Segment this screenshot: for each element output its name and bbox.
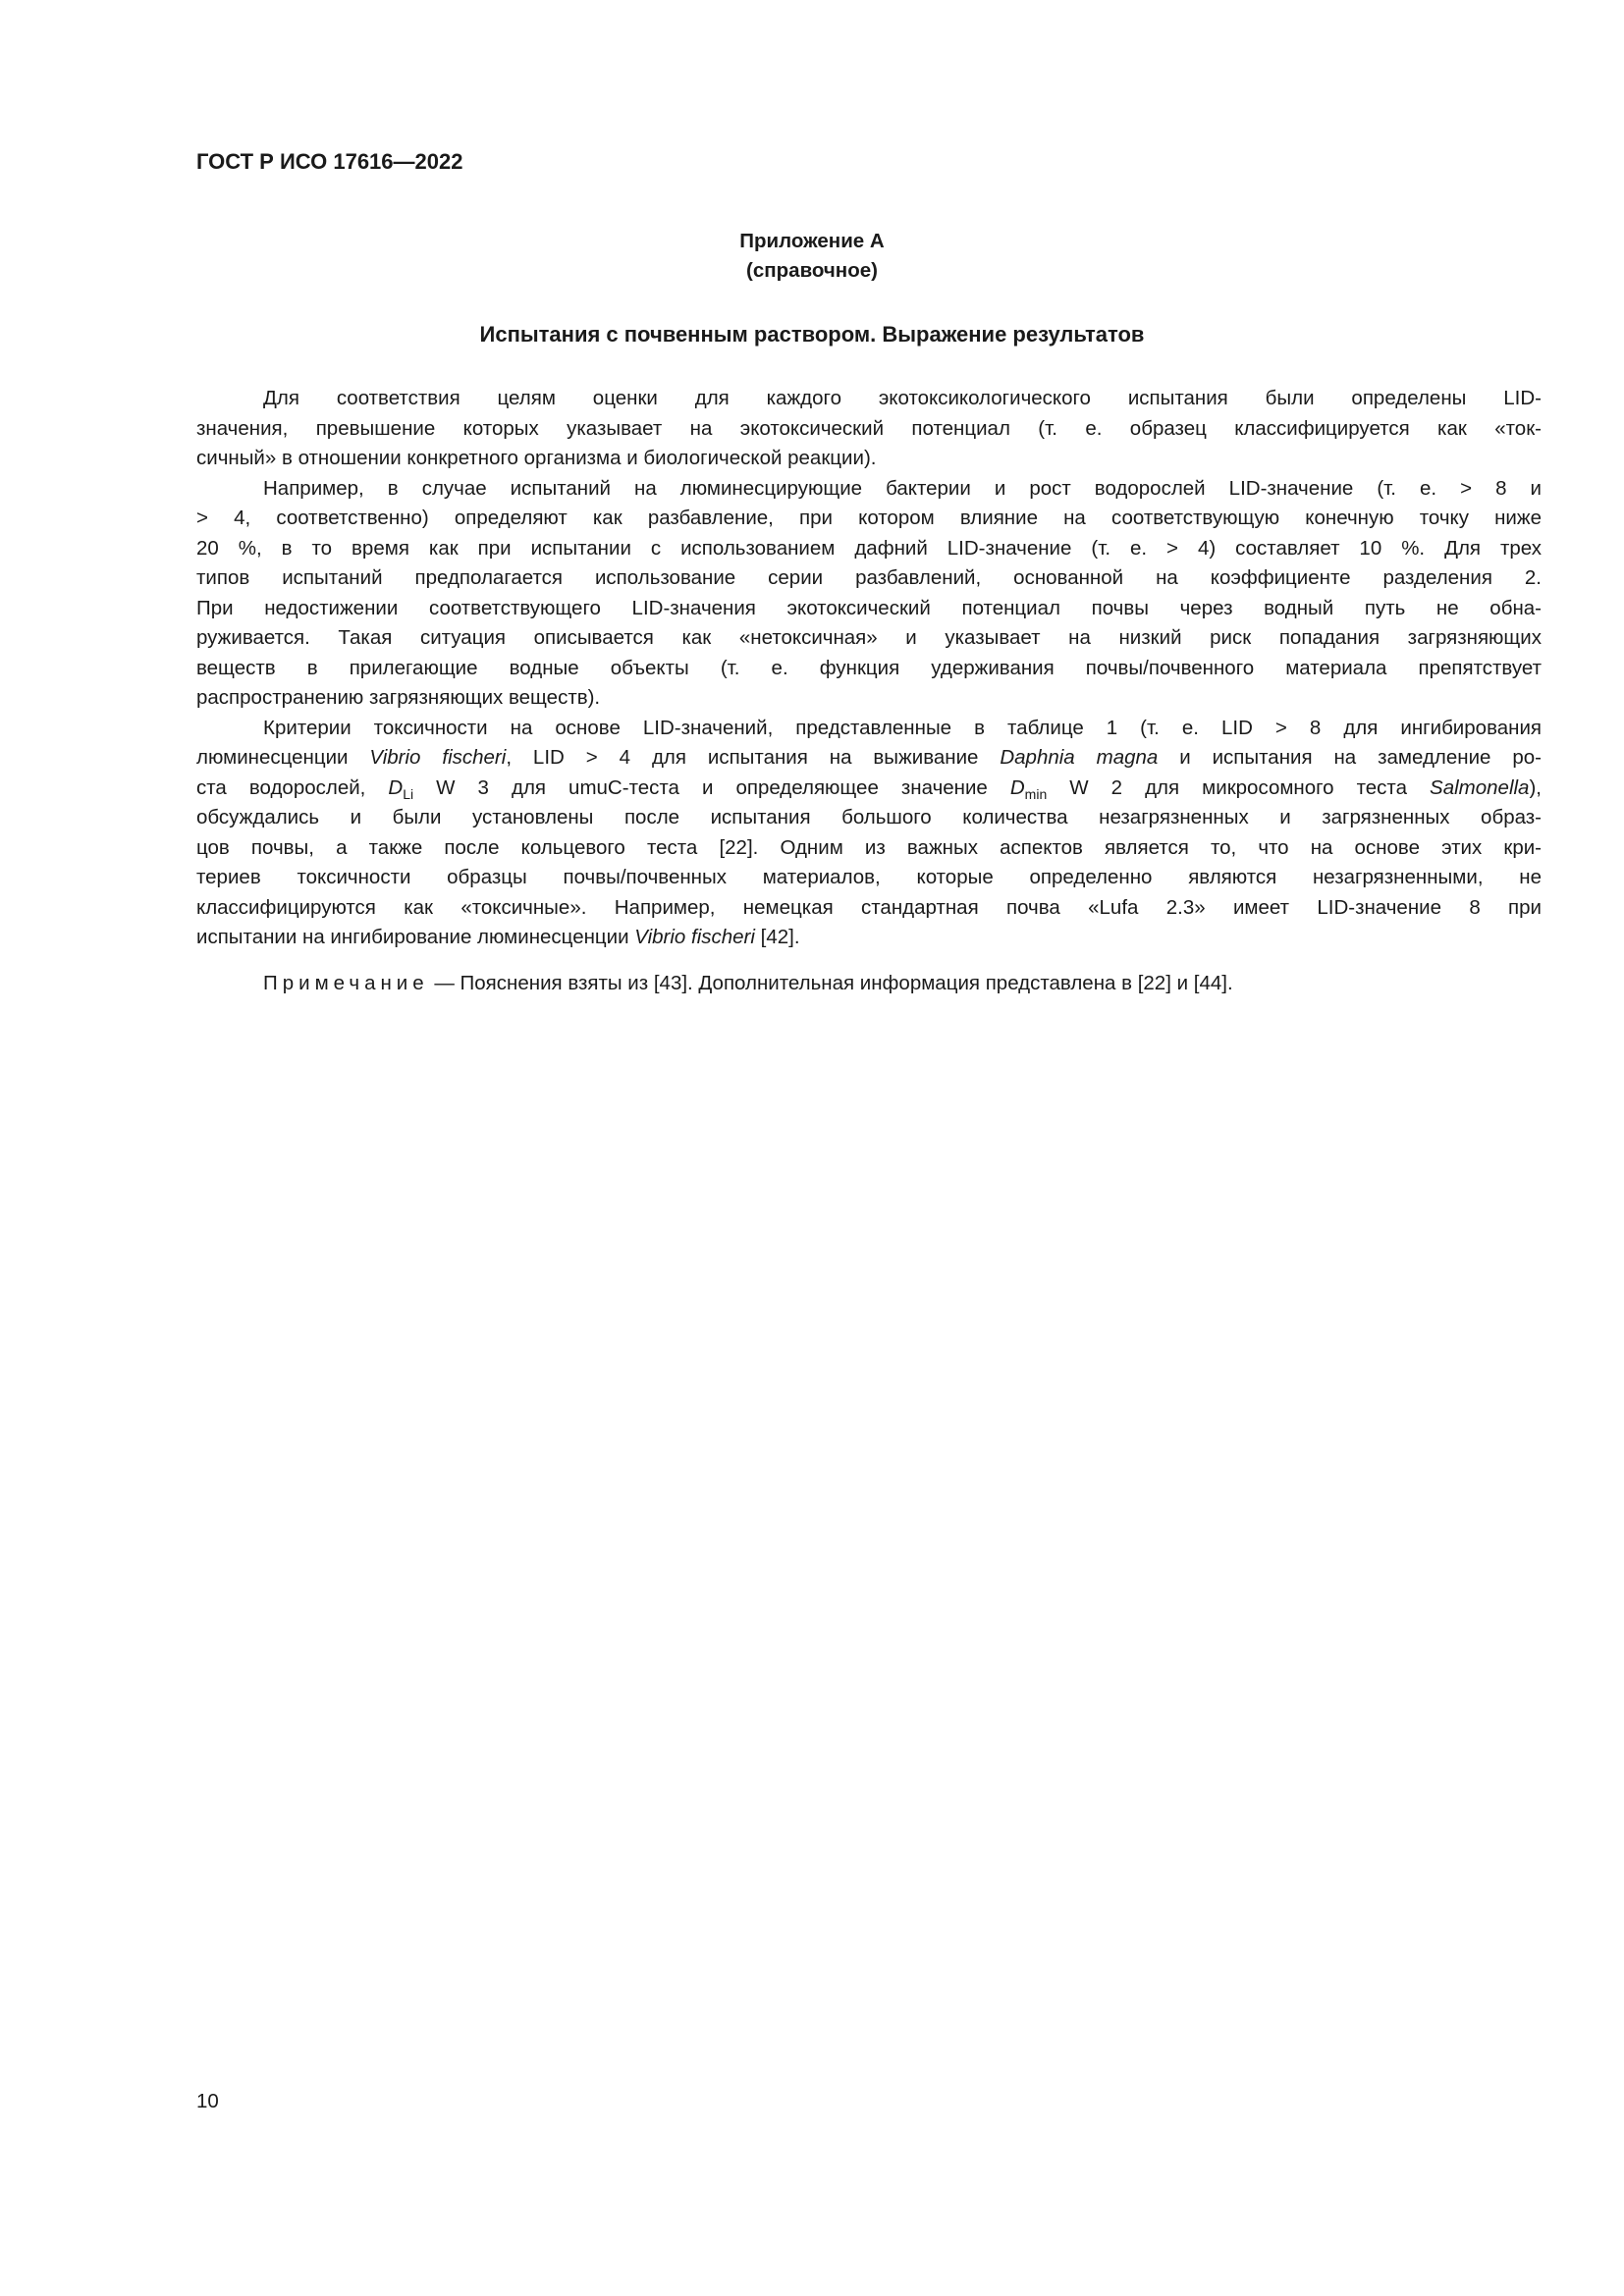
subscript: min xyxy=(1024,785,1048,802)
text-line xyxy=(196,504,1542,534)
text-segment: обсуждались и были установлены после испытания большого количества незагрязненных и загрязненных образ- xyxy=(196,806,1542,828)
text-segment: цов почвы, а также после кольцевого теста [22]. Одним из важных аспектов является то, что на основе этих кри- xyxy=(196,835,1542,859)
subscript: Li xyxy=(403,785,414,802)
text-segment: и испытания на замедление ро- xyxy=(1158,746,1542,769)
appendix-label: Приложение А xyxy=(739,230,885,252)
section-title: Испытания с почвенным раствором. Выражение результатов xyxy=(479,322,1145,347)
italic-term: D xyxy=(388,775,404,799)
italic-term: Salmonella xyxy=(1430,775,1530,799)
text-line xyxy=(196,863,1542,893)
text-line xyxy=(196,893,1542,924)
text-line xyxy=(196,444,1542,474)
text-segment: Критерии токсичности на основе LID-значений, представленные в таблице 1 (т. е. LID > 8 для ингибирования xyxy=(263,716,1542,739)
text-segment: ста водорослей, xyxy=(196,775,389,799)
text-segment: значения, превышение которых указывает на экотоксический потенциал (т. е. образец классифицируется как «ток- xyxy=(196,416,1542,440)
italic-term: Vibrio fischeri xyxy=(369,746,507,769)
text-line xyxy=(196,683,1542,714)
text-line xyxy=(196,384,1542,414)
note-label: Примечание xyxy=(263,972,429,994)
text-line xyxy=(196,803,1542,833)
text-line xyxy=(196,923,1542,953)
text-segment: При недостижении соответствующего LID-значения экотоксический потенциал почвы через водный путь не обна- xyxy=(196,596,1542,619)
text-segment: 20 %, в то время как при испытании с использованием дафний LID-значение (т. е. > 4) составляет 10 %. Для трех xyxy=(196,536,1542,560)
text-segment: веществ в прилегающие водные объекты (т. е. функция удерживания почвы/почвенного материала препятствует xyxy=(196,656,1542,679)
body-text xyxy=(196,384,1542,953)
text-segment: Например, в случае испытаний на люминесцирующие бактерии и рост водорослей LID-значение (т. е. > 8 и xyxy=(263,476,1542,500)
text-line xyxy=(196,594,1542,624)
text-line xyxy=(196,654,1542,684)
text-segment: W 3 для umuC-теста и определяющее значение xyxy=(413,775,1010,799)
text-line xyxy=(196,774,1542,804)
text-line xyxy=(196,833,1542,864)
text-segment: териев токсичности образцы почвы/почвенных материалов, которые определенно являются незагрязненными, не xyxy=(196,866,1542,888)
text-line xyxy=(196,534,1542,564)
text-segment: испытании на ингибирование люминесценции xyxy=(196,926,635,948)
text-segment: Для соответствия целям оценки для каждого экотоксикологического испытания были определены LID- xyxy=(263,387,1542,409)
paragraph xyxy=(196,714,1542,953)
text-segment: , LID > 4 для испытания на выживание xyxy=(506,746,1001,769)
page-number: 10 xyxy=(196,2090,219,2112)
note-text: — Пояснения взяты из [43]. Дополнительная информация представлена в [22] и [44]. xyxy=(428,972,1233,994)
text-segment: ), xyxy=(1529,775,1542,799)
text-line xyxy=(196,563,1542,594)
text-segment: сичный» в отношении конкретного организма и биологической реакции). xyxy=(196,447,877,469)
text-segment: W 2 для микросомного теста xyxy=(1047,775,1431,799)
text-line xyxy=(196,414,1542,445)
paragraph xyxy=(196,384,1542,474)
text-segment: распространению загрязняющих веществ). xyxy=(196,686,601,709)
text-segment: руживается. Такая ситуация описывается как «нетоксичная» и указывает на низкий риск попадания загрязняющих xyxy=(196,626,1542,649)
note xyxy=(263,972,1233,995)
text-segment: люминесценции xyxy=(196,746,370,769)
text-line xyxy=(196,623,1542,654)
text-line xyxy=(196,474,1542,505)
italic-term: Vibrio fischeri xyxy=(634,926,755,948)
text-line xyxy=(196,714,1542,744)
text-segment: классифицируются как «токсичные». Например, немецкая стандартная почва «Lufa 2.3» имеет LID-значение 8 при xyxy=(196,895,1542,919)
italic-term: D xyxy=(1009,775,1025,799)
paragraph xyxy=(196,474,1542,714)
appendix-kind: (справочное) xyxy=(746,259,878,282)
document-header: ГОСТ Р ИСО 17616—2022 xyxy=(196,149,463,174)
text-line xyxy=(196,743,1542,774)
text-segment: типов испытаний предполагается использование серии разбавлений, основанной на коэффициенте разделения 2. xyxy=(196,566,1542,589)
text-segment: [42]. xyxy=(754,926,800,948)
italic-term: Daphnia magna xyxy=(1000,746,1159,769)
text-segment: > 4, соответственно) определяют как разбавление, при котором влияние на соответствующую конечную точку ниже xyxy=(196,507,1542,529)
